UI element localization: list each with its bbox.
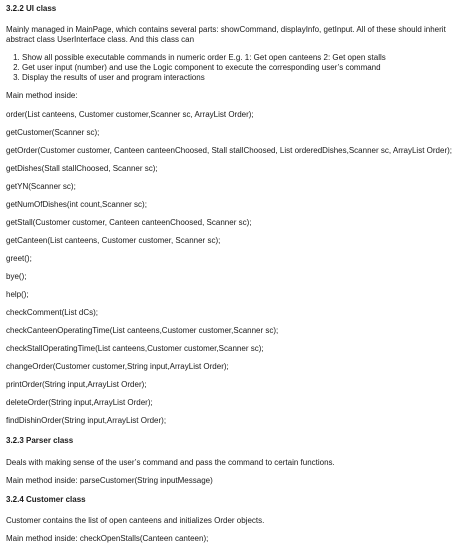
ui-step-3: 3. Display the results of user and program interactions: [22, 73, 386, 83]
method-bye: bye();: [6, 272, 27, 281]
method-greet: greet();: [6, 254, 32, 263]
ui-intro-line-2: abstract class UserInterface class. And this class can: [6, 35, 195, 44]
methods-label: Main method inside:: [6, 91, 78, 100]
method-check-stall-operating-time: checkStallOperatingTime(List canteens,Customer customer,Scanner sc);: [6, 344, 264, 353]
customer-description: Customer contains the list of open canteens and initializes Order objects.: [6, 516, 265, 525]
ui-steps-list: [8, 53, 386, 83]
method-print-order: printOrder(String input,ArrayList Order);: [6, 380, 147, 389]
method-check-comment: checkComment(List dCs);: [6, 308, 99, 317]
method-get-num-of-dishes: getNumOfDishes(int count,Scanner sc);: [6, 200, 147, 209]
method-delete-order: deleteOrder(String input,ArrayList Order);: [6, 398, 153, 407]
method-check-canteen-operating-time: checkCanteenOperatingTime(List canteens,Customer customer,Scanner sc);: [6, 326, 279, 335]
method-get-canteen: getCanteen(List canteens, Customer customer, Scanner sc);: [6, 236, 221, 245]
parser-description: Deals with making sense of the user’s command and pass the command to certain functions.: [6, 458, 335, 467]
ui-intro-line-1: Mainly managed in MainPage, which contains several parts: showCommand, displayInfo, getInput. All of these should inherit: [6, 25, 446, 34]
method-get-stall: getStall(Customer customer, Canteen canteenChoosed, Scanner sc);: [6, 218, 252, 227]
parser-main-method: Main method inside: parseCustomer(String inputMessage): [6, 476, 213, 485]
ui-step-1: 1. Show all possible executable commands in numeric order E.g. 1: Get open canteens 2: Get open stalls: [22, 53, 386, 63]
method-find-dish-in-order: findDishinOrder(String input,ArrayList Order);: [6, 416, 167, 425]
customer-main-method: Main method inside: checkOpenStalls(Canteen canteen);: [6, 534, 209, 543]
method-get-yn: getYN(Scanner sc);: [6, 182, 76, 191]
ui-class-heading: 3.2.2 UI class: [6, 4, 57, 13]
parser-class-heading: 3.2.3 Parser class: [6, 436, 74, 445]
method-order: order(List canteens, Customer customer,Scanner sc, ArrayList Order);: [6, 110, 254, 119]
method-get-customer: getCustomer(Scanner sc);: [6, 128, 100, 137]
method-get-order: getOrder(Customer customer, Canteen canteenChoosed, Stall stallChoosed, List orderedDishes,Scanner sc, ArrayList Order);: [6, 146, 452, 155]
ui-step-2: 2. Get user input (number) and use the Logic component to execute the corresponding user’s command: [22, 63, 386, 73]
method-help: help();: [6, 290, 29, 299]
customer-class-heading: 3.2.4 Customer class: [6, 495, 86, 504]
method-change-order: changeOrder(Customer customer,String input,ArrayList Order);: [6, 362, 229, 371]
method-get-dishes: getDishes(Stall stallChoosed, Scanner sc);: [6, 164, 158, 173]
